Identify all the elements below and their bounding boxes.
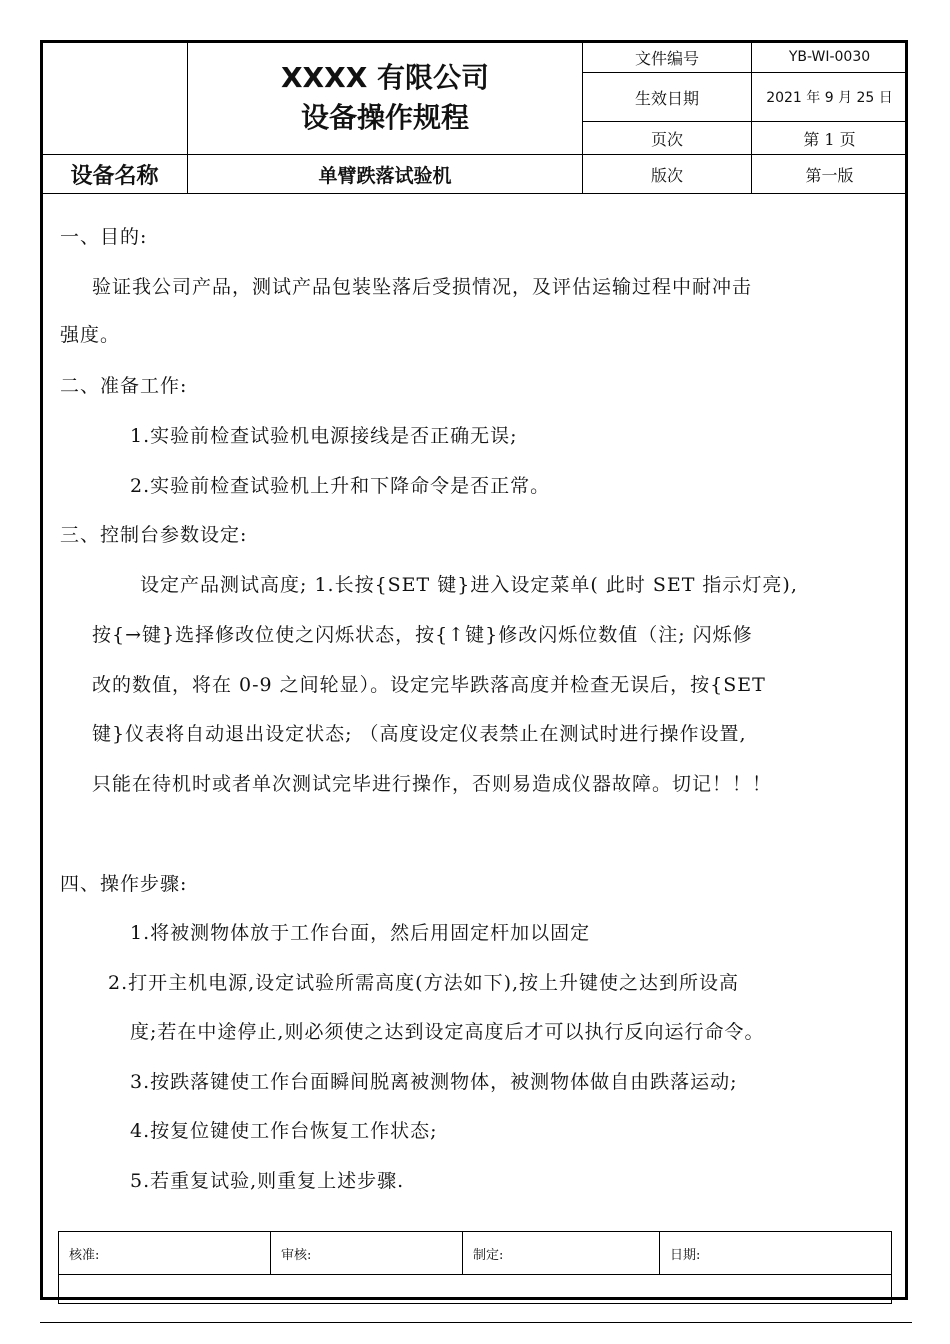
version-label: 版次 bbox=[583, 155, 752, 194]
settings-line-5: 只能在待机时或者单次测试完毕进行操作，否则易造成仪器故障。切记！！！ bbox=[92, 773, 773, 795]
document-header bbox=[41, 41, 908, 194]
signoff-blank-row bbox=[59, 1275, 892, 1304]
header-blank-cell bbox=[42, 42, 188, 155]
step-2-line1: 2.打开主机电源,设定试验所需高度(方法如下),按上升键使之达到所设高 bbox=[108, 972, 740, 994]
section-steps-title: 四、操作步骤: bbox=[60, 873, 188, 895]
step-4: 4.按复位键使工作台恢复工作状态; bbox=[130, 1120, 438, 1142]
page-label: 页次 bbox=[583, 122, 752, 155]
settings-line-4: 键}仪表将自动退出设定状态; （高度设定仪表禁止在测试时进行操作设置, bbox=[92, 723, 747, 745]
section-preparation-title: 二、准备工作: bbox=[60, 375, 188, 397]
header-title-cell bbox=[188, 42, 583, 155]
settings-line-1: 设定产品测试高度; 1.长按{SET 键}进入设定菜单( 此时 SET 指示灯亮), bbox=[140, 574, 798, 596]
preparation-item-2: 2.实验前检查试验机上升和下降命令是否正常。 bbox=[130, 475, 551, 497]
equipment-name: 单臂跌落试验机 bbox=[188, 155, 583, 194]
doc-number-label: 文件编号 bbox=[583, 42, 752, 73]
approve-field: 核准: bbox=[59, 1232, 271, 1275]
section-settings-title: 三、控制台参数设定: bbox=[60, 524, 248, 546]
purpose-paragraph-line2: 强度。 bbox=[60, 324, 121, 346]
date-field: 日期: bbox=[660, 1232, 892, 1275]
document-type: 设备操作规程 bbox=[300, 101, 469, 134]
review-field: 审核: bbox=[271, 1232, 463, 1275]
purpose-paragraph-line1: 验证我公司产品，测试产品包装坠落后受损情况，及评估运输过程中耐冲击 bbox=[92, 276, 753, 298]
effective-date-value: 2021 年 9 月 25 日 bbox=[752, 73, 908, 122]
equipment-label: 设备名称 bbox=[42, 155, 188, 194]
step-5: 5.若重复试验,则重复上述步骤. bbox=[130, 1170, 405, 1192]
preparation-item-1: 1.实验前检查试验机电源接线是否正确无误; bbox=[130, 425, 518, 447]
effective-date-label: 生效日期 bbox=[583, 73, 752, 122]
settings-line-3: 改的数值，将在 0-9 之间轮显）。设定完毕跌落高度并检查无误后，按{SET bbox=[92, 674, 766, 696]
company-name: XXXX 有限公司 bbox=[280, 61, 490, 94]
section-purpose-title: 一、目的: bbox=[60, 226, 148, 248]
signoff-table bbox=[58, 1231, 892, 1304]
step-3: 3.按跌落键使工作台面瞬间脱离被测物体，被测物体做自由跌落运动; bbox=[130, 1071, 738, 1093]
prepare-field: 制定: bbox=[463, 1232, 660, 1275]
bottom-rule bbox=[40, 1322, 912, 1323]
settings-line-2: 按{→键}选择修改位使之闪烁状态，按{↑键}修改闪烁位数值（注; 闪烁修 bbox=[92, 624, 753, 646]
version-value: 第一版 bbox=[752, 155, 908, 194]
step-2-line2: 度;若在中途停止,则必须使之达到设定高度后才可以执行反向运行命令。 bbox=[130, 1021, 765, 1043]
page-value: 第 1 页 bbox=[752, 122, 908, 155]
step-1: 1.将被测物体放于工作台面，然后用固定杆加以固定 bbox=[130, 922, 591, 944]
doc-number-value: YB-WI-0030 bbox=[752, 42, 908, 73]
